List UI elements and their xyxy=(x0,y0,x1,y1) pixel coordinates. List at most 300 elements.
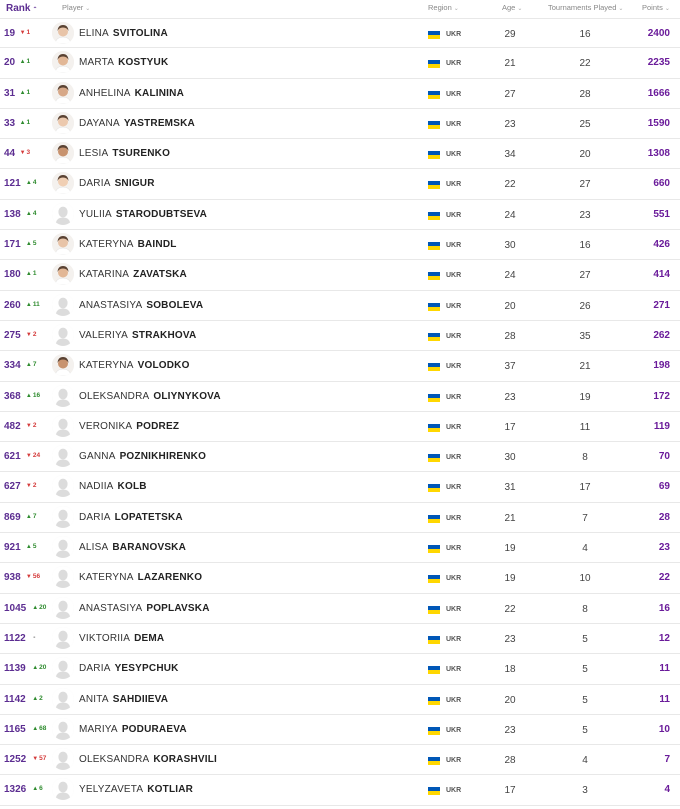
rank-change: ▲68 xyxy=(32,724,47,732)
rank-value: 31 xyxy=(4,87,16,99)
rank-change: ▲5 xyxy=(25,543,37,551)
arrow-down-icon: ▼ xyxy=(25,574,32,581)
sort-asc-icon: ⌃ xyxy=(32,7,38,13)
table-row[interactable] xyxy=(0,321,680,351)
region-code: UKR xyxy=(446,666,462,674)
age-value: 20 xyxy=(504,300,516,312)
player-first-name: ANASTASIYA xyxy=(79,299,143,311)
rank-value: 1122 xyxy=(4,632,26,644)
rank-value: 368 xyxy=(4,390,21,402)
rank-value: 869 xyxy=(4,511,21,523)
sort-icon: ⌄ xyxy=(453,6,459,12)
player-last-name: DEMA xyxy=(134,632,165,644)
points-value: 22 xyxy=(658,572,670,584)
age-value: 23 xyxy=(504,118,516,130)
points-value: 11 xyxy=(659,663,670,675)
rank-change: ▼2 xyxy=(25,421,37,429)
player-first-name: GANNA xyxy=(79,451,116,463)
arrow-down-icon: ▼ xyxy=(19,30,26,36)
player-last-name: POPLAVSKA xyxy=(146,602,210,614)
table-row[interactable] xyxy=(0,200,680,230)
ukraine-flag-icon xyxy=(428,31,440,39)
ukraine-flag-icon xyxy=(428,181,440,189)
player-last-name: KALININA xyxy=(134,87,184,99)
tournaments-played-value: 5 xyxy=(582,664,588,676)
player-last-name: SNIGUR xyxy=(114,178,155,190)
tournaments-played-value: 10 xyxy=(579,573,591,585)
region-code: UKR xyxy=(446,393,462,401)
table-row[interactable] xyxy=(0,685,680,715)
tournaments-played-value: 19 xyxy=(579,391,591,403)
player-placeholder-icon xyxy=(52,415,74,437)
player-column-header[interactable]: Player ⌄ xyxy=(62,3,91,12)
points-value: 119 xyxy=(653,420,670,432)
player-first-name: DARIA xyxy=(79,511,111,523)
tournaments-played-value: 16 xyxy=(579,240,591,252)
tournaments-played-value: 27 xyxy=(579,179,591,191)
rank-change: ▲20 xyxy=(32,603,47,611)
points-value: 11 xyxy=(659,693,670,705)
points-column-header[interactable]: Points ⌄ xyxy=(642,3,670,12)
ukraine-flag-icon xyxy=(428,484,440,492)
age-value: 19 xyxy=(504,543,516,555)
table-row[interactable] xyxy=(0,654,680,684)
rank-value: 938 xyxy=(4,572,21,584)
points-value: 7 xyxy=(664,754,670,766)
age-value: 23 xyxy=(504,633,516,645)
player-last-name: PODURAEVA xyxy=(121,723,187,735)
player-first-name: KATARINA xyxy=(79,269,130,281)
player-placeholder-icon xyxy=(52,445,74,467)
rank-change: ▼2 xyxy=(25,482,37,490)
rank-value: 260 xyxy=(4,299,21,311)
table-row[interactable] xyxy=(0,563,680,593)
rank-change: ▲11 xyxy=(25,300,40,308)
points-value: 1590 xyxy=(647,117,670,129)
table-row[interactable] xyxy=(0,109,680,139)
region-code: UKR xyxy=(446,454,462,462)
player-photo xyxy=(52,82,74,104)
region-column-header[interactable]: Region ⌄ xyxy=(428,3,459,12)
arrow-up-icon: ▲ xyxy=(19,89,26,96)
table-row[interactable] xyxy=(0,260,680,290)
tournaments-played-value: 5 xyxy=(582,633,588,645)
ukraine-flag-icon xyxy=(428,151,440,159)
player-first-name: DARIA xyxy=(79,663,111,675)
rank-change: ▼2 xyxy=(25,330,37,338)
points-value: 28 xyxy=(658,511,670,523)
rank-column-header[interactable]: Rank ⌃ xyxy=(6,3,38,14)
sort-icon: ⌄ xyxy=(517,6,523,12)
player-placeholder-icon xyxy=(52,475,74,497)
player-first-name: KATERYNA xyxy=(79,572,134,584)
player-name-link[interactable] xyxy=(79,663,179,674)
player-placeholder-icon xyxy=(52,203,74,225)
tournaments-played-value: 23 xyxy=(579,209,591,221)
region-code: UKR xyxy=(446,726,462,734)
points-value: 172 xyxy=(653,390,670,402)
player-name-link[interactable] xyxy=(79,754,217,765)
age-value: 27 xyxy=(504,88,516,100)
points-value: 198 xyxy=(653,360,670,372)
age-value: 30 xyxy=(504,452,516,464)
region-code: UKR xyxy=(446,787,462,795)
tournaments-played-value: 20 xyxy=(579,149,591,161)
table-row[interactable] xyxy=(0,503,680,533)
region-code: UKR xyxy=(446,120,462,128)
sort-icon: ⌄ xyxy=(85,6,91,12)
rank-value: 621 xyxy=(4,451,21,463)
region-code: UKR xyxy=(446,484,462,492)
player-name-link[interactable] xyxy=(79,88,184,99)
tournaments-played-value: 4 xyxy=(582,755,588,767)
player-name-link[interactable] xyxy=(79,421,179,432)
player-name-link[interactable] xyxy=(79,178,155,189)
player-name-link[interactable] xyxy=(79,57,168,68)
player-placeholder-icon xyxy=(52,385,74,407)
ukraine-flag-icon xyxy=(428,242,440,250)
tournaments-played-value: 26 xyxy=(579,300,591,312)
player-name-link[interactable] xyxy=(79,542,186,553)
player-last-name: STARODUBTSEVA xyxy=(115,208,208,220)
player-name-link[interactable] xyxy=(79,330,196,341)
player-first-name: OLEKSANDRA xyxy=(79,754,150,766)
player-placeholder-icon xyxy=(52,657,74,679)
player-placeholder-icon xyxy=(52,536,74,558)
player-last-name: KOSTYUK xyxy=(118,57,169,69)
tournaments-played-value: 17 xyxy=(579,482,591,494)
ukraine-flag-icon xyxy=(428,636,440,644)
table-row[interactable] xyxy=(0,594,680,624)
rank-change: ▲7 xyxy=(25,512,37,520)
rank-change: ▲7 xyxy=(25,361,37,369)
tournaments-played-value: 4 xyxy=(582,543,588,555)
ukraine-flag-icon xyxy=(428,454,440,462)
tournaments-played-value: 5 xyxy=(582,724,588,736)
arrow-up-icon: ▲ xyxy=(19,119,26,126)
player-placeholder-icon xyxy=(52,506,74,528)
rank-value: 1045 xyxy=(4,602,27,614)
region-code: UKR xyxy=(446,302,462,310)
player-first-name: KATERYNA xyxy=(79,360,134,372)
player-first-name: NADIIA xyxy=(79,481,114,493)
player-placeholder-icon xyxy=(52,718,74,740)
table-row[interactable] xyxy=(0,139,680,169)
ukraine-flag-icon xyxy=(428,575,440,583)
table-row[interactable] xyxy=(0,715,680,745)
region-code: UKR xyxy=(446,545,462,553)
player-placeholder-icon xyxy=(52,294,74,316)
points-value: 426 xyxy=(653,239,670,251)
player-name-link[interactable] xyxy=(79,209,207,220)
region-code: UKR xyxy=(446,757,462,765)
arrow-up-icon: ▲ xyxy=(25,241,32,248)
player-photo xyxy=(52,233,74,255)
region-code: UKR xyxy=(446,363,462,371)
player-last-name: TSURENKO xyxy=(112,148,171,160)
table-row[interactable] xyxy=(0,745,680,775)
player-last-name: SOBOLEVA xyxy=(146,299,204,311)
points-value: 4 xyxy=(664,784,670,796)
region-code: UKR xyxy=(446,696,462,704)
table-row[interactable] xyxy=(0,230,680,260)
player-last-name: ZAVATSKA xyxy=(133,269,187,281)
ukraine-flag-icon xyxy=(428,91,440,99)
points-value: 69 xyxy=(658,481,670,493)
age-value: 19 xyxy=(504,573,516,585)
player-name-link[interactable] xyxy=(79,391,221,402)
arrow-up-icon: ▲ xyxy=(25,301,32,308)
player-placeholder-icon xyxy=(52,597,74,619)
tournaments-played-value: 8 xyxy=(582,452,588,464)
player-name-link[interactable] xyxy=(79,28,168,39)
age-value: 20 xyxy=(504,694,516,706)
player-name-link[interactable] xyxy=(79,269,187,280)
rank-value: 627 xyxy=(4,481,21,493)
ukraine-flag-icon xyxy=(428,787,440,795)
rank-change: ▼56 xyxy=(25,573,41,581)
ukraine-flag-icon xyxy=(428,272,440,280)
arrow-up-icon: ▲ xyxy=(25,210,32,217)
points-value: 1666 xyxy=(647,87,670,99)
tournaments-played-value: 16 xyxy=(579,29,591,40)
tournaments-played-value: 3 xyxy=(582,785,588,797)
rank-value: 921 xyxy=(4,542,21,554)
rank-change: ▼24 xyxy=(25,452,41,460)
points-value: 16 xyxy=(658,602,670,614)
rank-value: 482 xyxy=(4,420,21,432)
player-name-link[interactable] xyxy=(79,481,147,492)
age-value: 28 xyxy=(504,330,516,342)
tournaments-played-value: 27 xyxy=(579,270,591,282)
arrow-down-icon: ▼ xyxy=(25,453,32,460)
table-row[interactable] xyxy=(0,382,680,412)
player-first-name: LESIA xyxy=(79,148,109,160)
age-value: 28 xyxy=(504,755,516,767)
arrow-down-icon: ▼ xyxy=(32,756,39,763)
player-last-name: YESYPCHUK xyxy=(114,663,179,675)
arrow-up-icon: ▲ xyxy=(25,513,32,520)
points-value: 551 xyxy=(653,208,670,220)
player-last-name: OLIYNYKOVA xyxy=(153,390,221,402)
player-first-name: ALISA xyxy=(79,542,109,554)
player-name-link[interactable] xyxy=(79,633,164,644)
rank-change: - xyxy=(33,633,36,641)
age-value: 17 xyxy=(504,785,516,797)
region-code: UKR xyxy=(446,242,462,250)
rank-change: ▲1 xyxy=(25,270,37,278)
tournaments-played-value: 25 xyxy=(579,118,591,130)
player-first-name: DAYANA xyxy=(79,117,120,129)
player-first-name: YULIIA xyxy=(79,208,112,220)
player-last-name: PODREZ xyxy=(136,420,180,432)
age-value: 37 xyxy=(504,361,516,373)
ukraine-flag-icon xyxy=(428,363,440,371)
ukraine-flag-icon xyxy=(428,424,440,432)
player-last-name: YASTREMSKA xyxy=(123,117,195,129)
rank-change: ▲1 xyxy=(19,118,31,126)
rank-value: 334 xyxy=(4,360,21,372)
player-name-link[interactable] xyxy=(79,118,195,129)
tournaments-played-value: 11 xyxy=(579,421,591,433)
player-last-name: BARANOVSKA xyxy=(112,542,187,554)
rank-change: ▲1 xyxy=(19,58,31,66)
arrow-up-icon: ▲ xyxy=(32,695,39,702)
arrow-up-icon: ▲ xyxy=(19,59,26,66)
ukraine-flag-icon xyxy=(428,545,440,553)
table-row[interactable] xyxy=(0,412,680,442)
rank-value: 20 xyxy=(4,57,16,69)
table-row[interactable] xyxy=(0,291,680,321)
region-code: UKR xyxy=(446,211,462,219)
arrow-up-icon: ▲ xyxy=(32,786,39,793)
region-code: UKR xyxy=(446,575,462,583)
table-row[interactable] xyxy=(0,624,680,654)
player-name-link[interactable] xyxy=(79,694,168,705)
ukraine-flag-icon xyxy=(428,666,440,674)
player-last-name: KOLB xyxy=(117,481,147,493)
arrow-up-icon: ▲ xyxy=(25,180,32,187)
player-last-name: LAZARENKO xyxy=(137,572,203,584)
ukraine-flag-icon xyxy=(428,606,440,614)
player-first-name: ANITA xyxy=(79,693,109,705)
points-value: 1308 xyxy=(647,148,670,160)
age-value: 31 xyxy=(504,482,516,494)
region-code: UKR xyxy=(446,31,462,38)
rank-value: 1165 xyxy=(4,723,26,735)
player-last-name: POZNIKHIRENKO xyxy=(119,451,207,463)
player-last-name: STRAKHOVA xyxy=(132,329,197,341)
arrow-down-icon: ▼ xyxy=(25,483,32,490)
table-row[interactable] xyxy=(0,169,680,199)
player-name-link[interactable] xyxy=(79,603,210,614)
tournaments-played-value: 28 xyxy=(579,88,591,100)
player-photo xyxy=(52,354,74,376)
ukraine-flag-icon xyxy=(428,697,440,705)
points-value: 414 xyxy=(653,269,670,281)
player-first-name: KATERYNA xyxy=(79,239,134,251)
player-placeholder-icon xyxy=(52,688,74,710)
rank-value: 1139 xyxy=(4,663,26,675)
player-first-name: ELINA xyxy=(79,28,109,39)
ukraine-flag-icon xyxy=(428,303,440,311)
player-first-name: DARIA xyxy=(79,178,111,190)
age-value: 30 xyxy=(504,240,516,252)
region-code: UKR xyxy=(446,423,462,431)
table-row[interactable] xyxy=(0,533,680,563)
table-row[interactable] xyxy=(0,79,680,109)
points-value: 2400 xyxy=(647,28,670,39)
player-name-link[interactable] xyxy=(79,300,203,311)
ukraine-flag-icon xyxy=(428,515,440,523)
age-value: 34 xyxy=(504,149,516,161)
rank-change: ▲16 xyxy=(25,391,41,399)
region-code: UKR xyxy=(446,332,462,340)
arrow-up-icon: ▲ xyxy=(32,604,39,611)
age-value: 17 xyxy=(504,421,516,433)
rank-value: 33 xyxy=(4,117,16,129)
player-photo xyxy=(52,22,74,44)
rank-change: ▲20 xyxy=(32,664,47,672)
ukraine-flag-icon xyxy=(428,757,440,765)
ukraine-flag-icon xyxy=(428,212,440,220)
age-value: 18 xyxy=(504,664,516,676)
player-last-name: BAINDL xyxy=(137,239,177,251)
player-first-name: VIKTORIIA xyxy=(79,632,131,644)
points-value: 10 xyxy=(658,723,670,735)
table-row[interactable] xyxy=(0,351,680,381)
arrow-down-icon: ▼ xyxy=(25,331,32,338)
player-name-link[interactable] xyxy=(79,572,202,583)
ukraine-flag-icon xyxy=(428,121,440,129)
rank-change: ▼3 xyxy=(19,149,31,157)
age-value: 21 xyxy=(504,512,516,524)
table-row[interactable] xyxy=(0,472,680,502)
rank-value: 138 xyxy=(4,208,21,220)
table-row[interactable] xyxy=(0,775,680,805)
ukraine-flag-icon xyxy=(428,394,440,402)
player-name-link[interactable] xyxy=(79,148,170,159)
player-first-name: MARIYA xyxy=(79,723,118,735)
points-value: 12 xyxy=(658,632,670,644)
rank-change: ▲4 xyxy=(25,209,37,217)
table-row[interactable] xyxy=(0,442,680,472)
ukraine-flag-icon xyxy=(428,333,440,341)
arrow-up-icon: ▲ xyxy=(25,392,32,399)
points-value: 2235 xyxy=(647,57,670,69)
player-name-link[interactable] xyxy=(79,724,187,735)
player-placeholder-icon xyxy=(52,778,74,800)
points-value: 23 xyxy=(658,542,670,554)
age-value: 23 xyxy=(504,391,516,403)
player-first-name: VALERIYA xyxy=(79,329,129,341)
region-code: UKR xyxy=(446,151,462,159)
sort-icon: ⌄ xyxy=(664,6,670,12)
player-name-link[interactable] xyxy=(79,512,183,523)
rank-value: 44 xyxy=(4,148,16,160)
rank-change: ▲5 xyxy=(25,240,37,248)
table-row[interactable] xyxy=(0,48,680,78)
tournaments-played-value: 7 xyxy=(582,512,588,524)
ukraine-flag-icon xyxy=(428,727,440,735)
tournaments-played-value: 35 xyxy=(579,330,591,342)
tournaments-column-header[interactable]: Tournaments Played ⌄ xyxy=(548,3,624,12)
tournaments-played-value: 5 xyxy=(582,694,588,706)
player-name-link[interactable] xyxy=(79,239,177,250)
age-value: 22 xyxy=(504,603,516,615)
age-value: 29 xyxy=(504,29,516,40)
age-value: 23 xyxy=(504,724,516,736)
player-placeholder-icon xyxy=(52,324,74,346)
player-name-link[interactable] xyxy=(79,360,190,371)
points-value: 271 xyxy=(653,299,670,311)
player-photo xyxy=(52,142,74,164)
age-column-header[interactable]: Age ⌄ xyxy=(502,3,523,12)
player-first-name: MARTA xyxy=(79,57,115,69)
age-value: 22 xyxy=(504,179,516,191)
arrow-up-icon: ▲ xyxy=(25,271,32,278)
player-name-link[interactable] xyxy=(79,451,206,462)
table-row[interactable] xyxy=(0,18,680,48)
region-code: UKR xyxy=(446,605,462,613)
tournaments-played-value: 8 xyxy=(582,603,588,615)
arrow-up-icon: ▲ xyxy=(32,725,39,732)
table-header xyxy=(0,0,680,16)
rank-value: 171 xyxy=(4,239,21,251)
player-name-link[interactable] xyxy=(79,784,193,795)
player-photo xyxy=(52,51,74,73)
region-code: UKR xyxy=(446,272,462,280)
